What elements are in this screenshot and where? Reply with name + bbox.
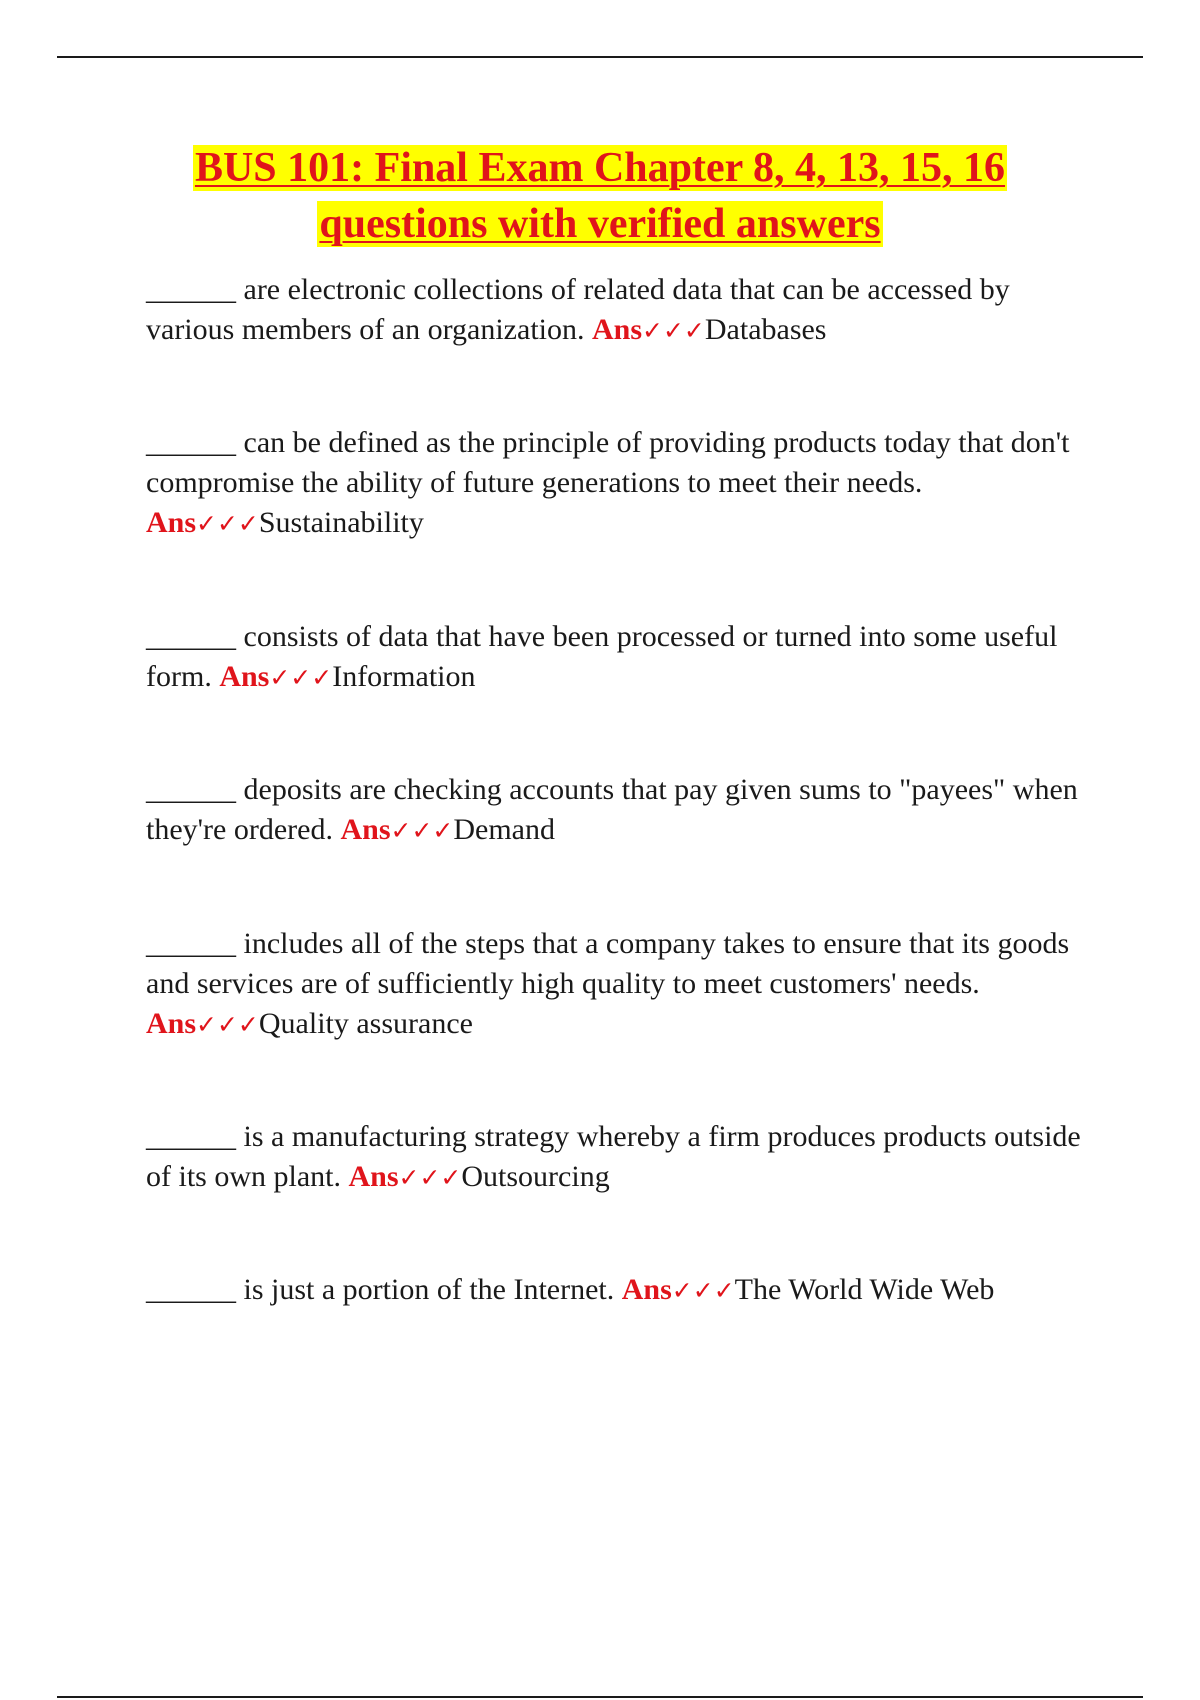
check-marks: ✓✓✓ xyxy=(196,1010,259,1039)
answer-label: Ans xyxy=(621,1273,672,1306)
question-text: ______ is just a portion of the Internet. xyxy=(146,1273,622,1306)
answer-text: Databases xyxy=(704,313,827,346)
answer-text: Demand xyxy=(453,813,555,846)
qa-item-2 xyxy=(146,423,1086,544)
answer-label: Ans xyxy=(340,813,391,846)
question-text: ______ is a manufacturing strategy whereby a firm produces products outside of its own plant. xyxy=(146,1120,1081,1193)
answer-label: Ans xyxy=(348,1160,399,1193)
answer-label: Ans xyxy=(146,1007,197,1040)
check-marks: ✓✓✓ xyxy=(269,663,333,692)
qa-item-7 xyxy=(146,1270,1086,1311)
answer-label: Ans xyxy=(146,506,197,539)
check-marks: ✓✓✓ xyxy=(642,316,705,345)
question-text: ______ consists of data that have been processed or turned into some useful form. xyxy=(146,620,1058,693)
question-text: ______ can be defined as the principle of providing products today that don't compromise the ability of future generations to meet their needs. xyxy=(146,426,1070,499)
answer-text: Information xyxy=(332,660,476,693)
qa-item-4 xyxy=(146,770,1086,851)
qa-item-3 xyxy=(146,617,1086,698)
document-title xyxy=(100,140,1100,252)
title-line-1: BUS 101: Final Exam Chapter 8, 4, 13, 15, 16 xyxy=(194,145,1006,191)
answer-text: Sustainability xyxy=(258,506,424,539)
qa-item-5 xyxy=(146,924,1086,1045)
bottom-rule xyxy=(57,1696,1143,1698)
title-line-2: questions with verified answers xyxy=(319,201,881,247)
qa-item-1 xyxy=(146,270,1086,351)
check-marks: ✓✓✓ xyxy=(196,509,259,538)
question-text: ______ are electronic collections of related data that can be accessed by various members of an organization. xyxy=(146,273,1010,346)
answer-text: Outsourcing xyxy=(461,1160,610,1193)
qa-item-6 xyxy=(146,1117,1086,1198)
answer-text: Quality assurance xyxy=(258,1007,473,1040)
answer-label: Ans xyxy=(592,313,643,346)
question-text: ______ deposits are checking accounts that pay given sums to "payees" when they're ordered. xyxy=(146,773,1078,846)
check-marks: ✓✓✓ xyxy=(671,1276,735,1305)
answer-label: Ans xyxy=(219,660,270,693)
top-rule xyxy=(57,56,1143,58)
question-text: ______ includes all of the steps that a company takes to ensure that its goods and services are of sufficiently high quality to meet customers' needs. xyxy=(146,927,1070,1000)
answer-text: The World Wide Web xyxy=(734,1273,995,1306)
check-marks: ✓✓✓ xyxy=(390,816,454,845)
check-marks: ✓✓✓ xyxy=(398,1163,462,1192)
